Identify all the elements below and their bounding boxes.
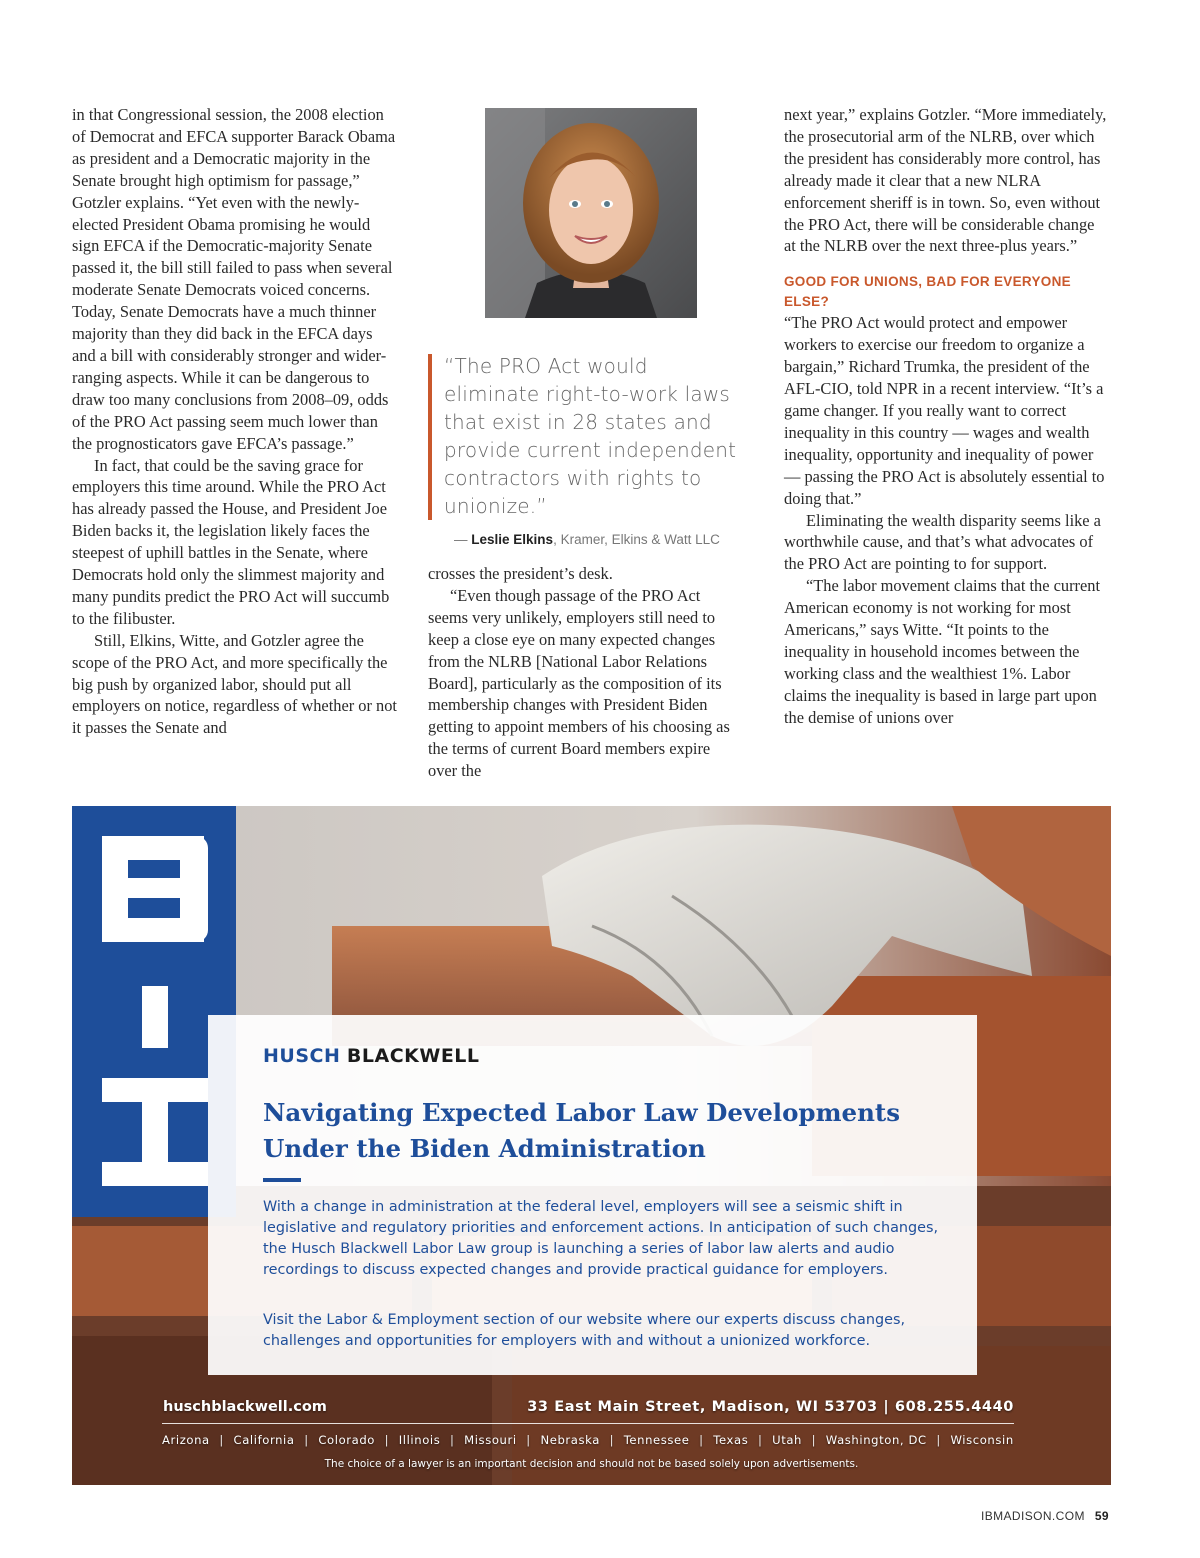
article-paragraph: crosses the president’s desk. xyxy=(428,564,613,583)
article-column-1 xyxy=(72,104,398,739)
article-paragraph: next year,” explains Gotzler. “More immediately, the prosecutorial arm of the NLRB, over which the president has considerably more control, has already made it clear that a new NLRA enforcement sheriff is in town. So, even without the PRO Act, there will be considerable change at the NLRB over the next three-plus years.” xyxy=(784,105,1107,256)
ad-address: 33 East Main Street, Madison, WI 53703 | 608.255.4440 xyxy=(527,1399,1014,1415)
separator: | xyxy=(304,1433,309,1447)
pull-quote xyxy=(428,352,748,547)
husch-blackwell-logo[interactable] xyxy=(263,1045,480,1067)
separator: | xyxy=(699,1433,704,1447)
ad-website-link[interactable]: huschblackwell.com xyxy=(163,1399,327,1415)
article-paragraph: in that Congressional session, the 2008 election of Democrat and EFCA supporter Barack Obama as president and a Democratic majority in the Senate brought high optimism for passage,” Gotzler explains. “Yet even with the newly-elected President Obama promising he would sign EFCA if the Democratic-majority Senate passed it, the bill still failed to pass when several moderate Senate Democrats voiced concerns. Today, Senate Democrats have a much thinner majority than they did back in the EFCA days and a bill with considerably stronger and wider-ranging aspects. While it can be dangerous to draw too many conclusions from 2008–09, odds of the PRO Act passing seem much lower than the prognosticators gave EFCA’s passage.” xyxy=(72,105,396,453)
article-paragraph: “Even though passage of the PRO Act seems very unlikely, employers still need to keep a close eye on many expected changes from the NLRB [National Labor Relations Board], particularly as the composition of its membership changes with President Biden getting to appoint members of his choosing as the terms of current Board members expire over the xyxy=(428,585,730,781)
state-item: California xyxy=(233,1433,295,1447)
pull-quote-bar xyxy=(428,354,432,520)
ad-headline-line2: Under the Biden Administration xyxy=(263,1134,706,1163)
ad-divider xyxy=(263,1178,301,1182)
ad-body-text: With a change in administration at the federal level, employers will see a seismic shift in legislative and regulatory priorities and enforcement actions. In anticipation of such changes, the Husch Blackwell Labor Law group is launching a series of labor law alerts and audio recordings to discuss expected changes and provide practical guidance for employers. xyxy=(263,1199,939,1278)
article-paragraph: In fact, that could be the saving grace for employers this time around. While the PRO Act has already passed the House, and President Joe Biden backs it, the legislation likely faces the steepest of uphill battles in the Senate, where Democrats hold only the slimmest majority and many pundits predict the PRO Act will succumb to the filibuster. xyxy=(72,455,390,628)
attribution-affiliation: , Kramer, Elkins & Watt LLC xyxy=(553,532,720,547)
attribution-name: Leslie Elkins xyxy=(471,532,554,547)
separator: | xyxy=(384,1433,390,1447)
state-item: Nebraska xyxy=(540,1433,600,1447)
article-paragraph: “The labor movement claims that the current American economy is not working for most Americans,” says Witte. “It points to the inequality in household incomes between the working class and the wealthiest 1%. Labor claims the inequality is based in large part upon the demise of unions over xyxy=(784,576,1101,727)
ad-content-panel xyxy=(208,1015,977,1375)
separator: | xyxy=(609,1433,615,1447)
logo-word-husch: HUSCH xyxy=(263,1045,341,1067)
ad-headline-line1: Navigating Expected Labor Law Developments xyxy=(263,1098,900,1127)
pull-quote-attribution xyxy=(454,532,748,547)
separator: | xyxy=(757,1433,763,1447)
article-paragraph: “The PRO Act would protect and empower workers to exercise our freedom to organize a bargain,” Richard Trumka, the president of the AFL-CIO, told NPR in a recent interview. “It’s a game changer. If you really want to correct inequality in this country — wages and wealth inequality, opportunity and inequality of power — passing the PRO Act is absolutely essential to doing that.” xyxy=(784,313,1105,508)
separator: | xyxy=(449,1433,455,1447)
ad-headline xyxy=(263,1095,943,1167)
state-item: Texas xyxy=(713,1433,749,1447)
ad-disclaimer: The choice of a lawyer is an important decision and should not be based solely upon advertisements. xyxy=(324,1458,859,1470)
separator: | xyxy=(219,1433,224,1447)
article-column-3 xyxy=(784,104,1108,729)
state-item: Washington, DC xyxy=(825,1433,927,1447)
state-item: Wisconsin xyxy=(950,1433,1014,1447)
state-item: Tennessee xyxy=(623,1433,690,1447)
page-footer xyxy=(981,1509,1109,1523)
separator: | xyxy=(526,1433,531,1447)
section-subhead: GOOD FOR UNIONS, BAD FOR EVERYONE ELSE? xyxy=(784,274,1071,310)
husch-blackwell-advertisement[interactable] xyxy=(72,806,1111,1485)
ad-body-text: Visit the Labor & Employment section of our website where our experts discuss changes, challenges and opportunities for employers with and without a unionized workforce. xyxy=(263,1312,906,1349)
state-item: Arizona xyxy=(162,1433,210,1447)
state-item: Missouri xyxy=(464,1433,517,1447)
footer-site: IBMADISON.COM xyxy=(980,1509,1085,1523)
article-paragraph: Still, Elkins, Witte, and Gotzler agree the scope of the PRO Act, and more specifically the big push by organized labor, should put all employers on notice, regardless of whether or not it passes the Senate and xyxy=(72,630,397,738)
leslie-elkins-portrait xyxy=(485,108,697,318)
attribution-dash: — xyxy=(454,532,472,547)
ad-footer-divider xyxy=(162,1423,1014,1424)
state-item: Colorado xyxy=(318,1433,375,1447)
separator: | xyxy=(811,1433,817,1447)
office-states-list xyxy=(162,1433,1014,1447)
article-column-2 xyxy=(428,563,734,782)
separator: | xyxy=(936,1433,941,1447)
pull-quote-text: “The PRO Act would eliminate right-to-work laws that exist in 28 states and provide current independent contractors with rights to unionize.” xyxy=(444,354,737,518)
state-item: Illinois xyxy=(398,1433,441,1447)
page-number: 59 xyxy=(1094,1509,1109,1523)
state-item: Utah xyxy=(772,1433,802,1447)
article-paragraph: Eliminating the wealth disparity seems like a worthwhile cause, and that’s what advocates of the PRO Act are pointing to for support. xyxy=(784,510,1101,574)
logo-word-blackwell: BLACKWELL xyxy=(346,1045,480,1067)
